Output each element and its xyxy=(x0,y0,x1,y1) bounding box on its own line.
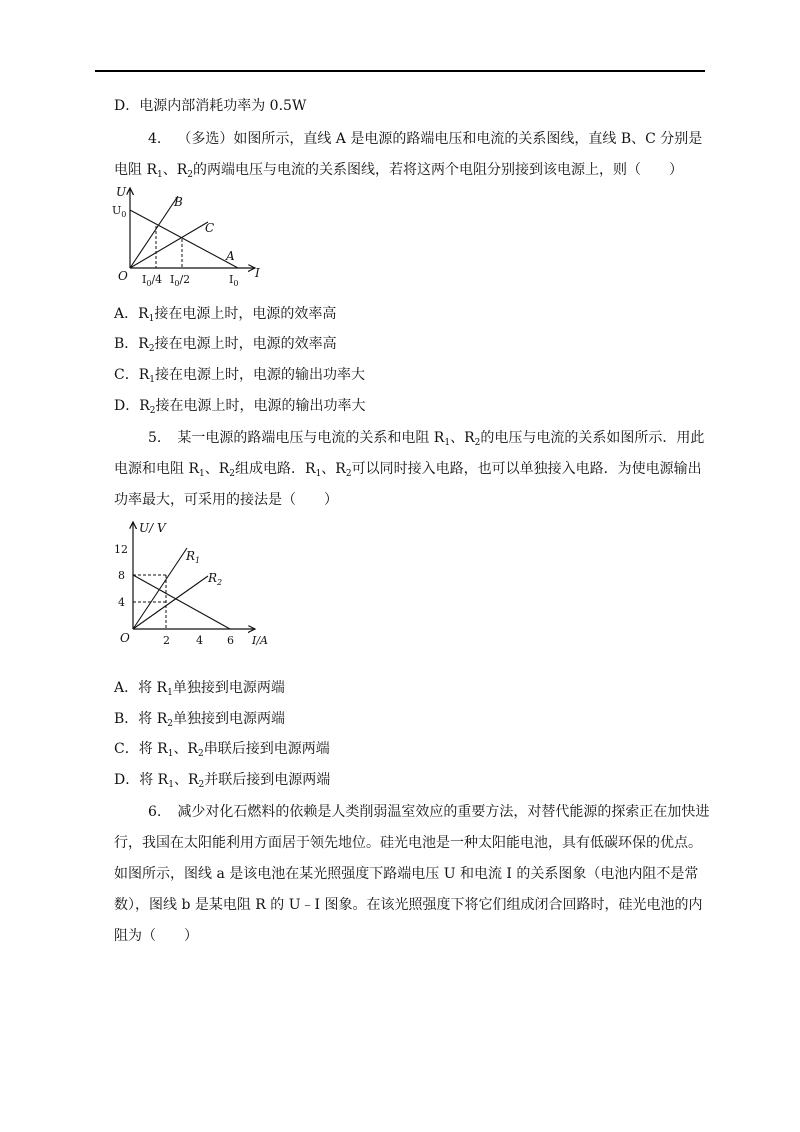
q4-option-a: A．$R_1$接在电源上时，电源的效率高 xyxy=(114,306,337,324)
q4-x-label: I xyxy=(255,266,260,280)
q4-label-a: A xyxy=(226,249,235,263)
q5-label-r1: $R_1$ xyxy=(186,549,201,565)
q4-y-label: U xyxy=(116,185,127,199)
q4-option-b: B．$R_2$接在电源上时，电源的效率高 xyxy=(114,336,337,354)
q4-label-b: B xyxy=(174,195,183,209)
q4-tick-1: $I_0/4$ xyxy=(142,273,163,288)
q5-ytick-4: 4 xyxy=(118,596,125,609)
q5-graph xyxy=(112,518,282,650)
q4-u0-label: $U_0$ xyxy=(112,204,127,219)
q5-stem: 5. 某一电源的路端电压与电流的关系和电阻 $R_1$、$R_2$的电压与电流的关系如图所示．用此电源和电阻 $R_1$、$R_2$组成电路．$R_1$、$R_2$可以同时接入电路，也可以单独接入电路．为使电源输出功率最大，可采用的接法是（ ） xyxy=(114,430,705,508)
q5-label-r2: $R_2$ xyxy=(208,571,223,587)
q6-number: 6. xyxy=(148,804,162,820)
q3-option-d: D．电源内部消耗功率为 0.5W xyxy=(114,98,307,114)
q5-origin: O xyxy=(120,631,130,645)
q4-option-c: C．$R_1$接在电源上时，电源的输出功率大 xyxy=(114,367,365,385)
q5-option-b: B．将 $R_2$单独接到电源两端 xyxy=(114,711,286,729)
q5-option-c: C．将 $R_1$、$R_2$串联后接到电源两端 xyxy=(114,741,330,759)
q5-xtick-2: 2 xyxy=(163,634,170,647)
q4-graph xyxy=(110,186,270,286)
q5-option-a: A．将 $R_1$单独接到电源两端 xyxy=(114,680,285,698)
q4-tick-3: $I_0$ xyxy=(229,273,239,288)
q4-label-c: C xyxy=(205,221,215,235)
header-rule xyxy=(95,70,705,72)
q5-xtick-6: 6 xyxy=(227,634,234,647)
q4-origin: O xyxy=(118,269,128,283)
q4-line-a xyxy=(130,210,238,268)
q5-ytick-8: 8 xyxy=(118,569,125,582)
q4-stem: 4. （多选）如图所示，直线 A 是电源的路端电压和电流的关系图线，直线 B、C 分别是电阻 $R_1$、$R_2$的两端电压与电流的关系图线，若将这两个电阻分别接到该电源上，则（ ） xyxy=(114,131,703,180)
q5-option-d: D．将 $R_1$、$R_2$并联后接到电源两端 xyxy=(114,772,331,790)
q6-stem: 6. 减少对化石燃料的依赖是人类削弱温室效应的重要方法，对替代能源的探索正在加快进行，我国在太阳能利用方面居于领先地位。硅光电池是一种太阳能电池，具有低碳环保的优点。如图所示，图线 a 是该电池在某光照强度下路端电压 U 和电流 I 的关系图象（电池内阻不是常数），图线 b 是某电阻 R 的 U﹣I 图象。在该光照强度下将它们组成闭合回路时，硅光电池的内阻为（ ） xyxy=(114,804,710,944)
q4-number: 4. xyxy=(148,131,162,147)
q4-tick-2: $I_0/2$ xyxy=(170,273,191,288)
q5-xtick-4: 4 xyxy=(196,634,203,647)
q4-option-d: D．$R_2$接在电源上时，电源的输出功率大 xyxy=(114,398,366,416)
q5-r1-line xyxy=(133,548,187,629)
q5-y-label: U/ V xyxy=(139,521,166,535)
q5-x-label: I/A xyxy=(252,634,268,647)
q5-ytick-12: 12 xyxy=(114,543,128,556)
q5-number: 5. xyxy=(148,430,162,446)
